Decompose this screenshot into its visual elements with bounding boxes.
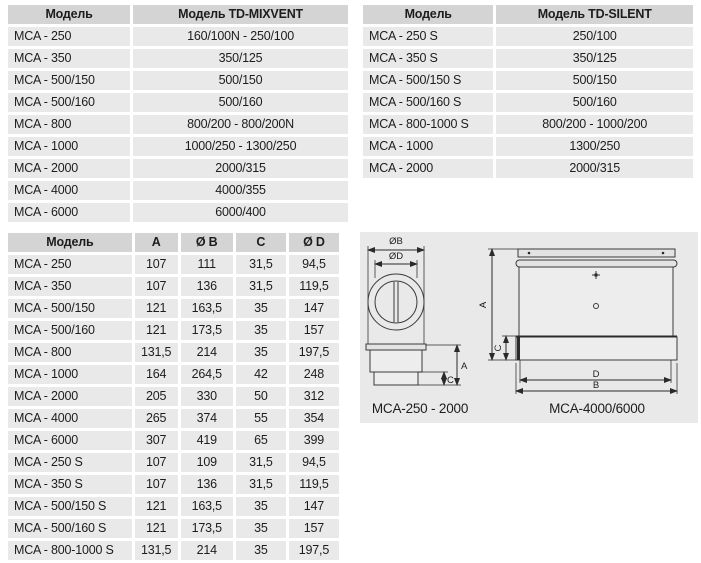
model-cell: MCA - 250 [8, 27, 130, 46]
column-header: Модель TD-MIXVENT [133, 5, 348, 24]
model-cell: MCA - 1000 [8, 137, 130, 156]
table-row [8, 27, 348, 46]
value-cell: 248 [289, 365, 339, 384]
value-cell: 136 [181, 277, 233, 296]
model-cell: MCA - 500/150 S [363, 71, 493, 90]
value-cell: 31,5 [236, 453, 286, 472]
value-cell: 312 [289, 387, 339, 406]
table-row [8, 255, 339, 274]
value-cell: 107 [135, 255, 178, 274]
value-cell: 107 [135, 475, 178, 494]
value-cell: 55 [236, 409, 286, 428]
value-cell: 265 [135, 409, 178, 428]
table-row [8, 519, 339, 538]
model-cell: MCA - 4000 [8, 181, 130, 200]
table-row [8, 431, 339, 450]
model-cell: MCA - 250 S [8, 453, 132, 472]
value-cell: 500/160 [133, 93, 348, 112]
table-row [8, 115, 348, 134]
table-row [8, 453, 339, 472]
table-row [8, 181, 348, 200]
value-cell: 35 [236, 343, 286, 362]
column-header: A [135, 233, 178, 252]
table-row [363, 93, 693, 112]
table-row [8, 541, 339, 560]
silent-model-table [360, 2, 696, 181]
table-row [8, 49, 348, 68]
table-row [363, 137, 693, 156]
table-row [8, 409, 339, 428]
header-row [8, 233, 339, 252]
value-cell: 121 [135, 519, 178, 538]
table-row [8, 475, 339, 494]
value-cell: 163,5 [181, 497, 233, 516]
diagram-mca-250-2000 [366, 236, 468, 416]
value-cell: 121 [135, 497, 178, 516]
value-cell: 399 [289, 431, 339, 450]
value-cell: 250/100 [496, 27, 693, 46]
value-cell: 350/125 [496, 49, 693, 68]
column-header: Ø B [181, 233, 233, 252]
diagram-mca-4000-6000 [478, 249, 677, 416]
value-cell: 94,5 [289, 255, 339, 274]
dimensions-table [5, 230, 342, 563]
value-cell: 35 [236, 299, 286, 318]
value-cell: 163,5 [181, 299, 233, 318]
model-cell: MCA - 6000 [8, 431, 132, 450]
value-cell: 119,5 [289, 277, 339, 296]
table-row [363, 27, 693, 46]
model-cell: MCA - 350 [8, 277, 132, 296]
table-row [8, 365, 339, 384]
right-diagram-caption: MCA-4000/6000 [549, 401, 645, 416]
column-header: Модель [363, 5, 493, 24]
model-cell: MCA - 2000 [8, 387, 132, 406]
value-cell: 35 [236, 497, 286, 516]
value-cell: 35 [236, 541, 286, 560]
box-spigot [516, 337, 677, 360]
value-cell: 121 [135, 299, 178, 318]
table-row [8, 321, 339, 340]
value-cell: 1000/250 - 1300/250 [133, 137, 348, 156]
dim-label-od: ØD [388, 251, 404, 262]
value-cell: 350/125 [133, 49, 348, 68]
dim-label-a-right: A [478, 301, 489, 309]
box-flange [518, 249, 675, 257]
model-cell: MCA - 350 [8, 49, 130, 68]
value-cell: 214 [181, 343, 233, 362]
model-cell: MCA - 500/160 S [363, 93, 493, 112]
value-cell: 119,5 [289, 475, 339, 494]
value-cell: 131,5 [135, 541, 178, 560]
value-cell: 50 [236, 387, 286, 406]
column-header: Модель [8, 233, 132, 252]
value-cell: 197,5 [289, 343, 339, 362]
model-cell: MCA - 250 [8, 255, 132, 274]
value-cell: 197,5 [289, 541, 339, 560]
model-cell: MCA - 500/160 S [8, 519, 132, 538]
profile-spigot [374, 372, 418, 385]
model-cell: MCA - 500/150 [8, 299, 132, 318]
model-cell: MCA - 6000 [8, 203, 130, 222]
value-cell: 419 [181, 431, 233, 450]
model-cell: MCA - 800-1000 S [8, 541, 132, 560]
value-cell: 147 [289, 497, 339, 516]
value-cell: 164 [135, 365, 178, 384]
value-cell: 35 [236, 321, 286, 340]
value-cell: 31,5 [236, 255, 286, 274]
value-cell: 107 [135, 453, 178, 472]
left-diagram-caption: MCA-250 - 2000 [371, 401, 469, 416]
table-row [8, 343, 339, 362]
damper-inner-circle [375, 281, 417, 323]
value-cell: 121 [135, 321, 178, 340]
column-header: Ø D [289, 233, 339, 252]
column-header: Модель TD-SILENT [496, 5, 693, 24]
value-cell: 94,5 [289, 453, 339, 472]
dim-label-c-right: C [493, 344, 504, 352]
table-row [363, 115, 693, 134]
value-cell: 31,5 [236, 475, 286, 494]
model-cell: MCA - 500/160 [8, 321, 132, 340]
mixvent-model-table [5, 2, 351, 225]
model-cell: MCA - 800 [8, 115, 130, 134]
value-cell: 4000/355 [133, 181, 348, 200]
model-cell: MCA - 500/150 S [8, 497, 132, 516]
header-row [363, 5, 693, 24]
model-cell: MCA - 4000 [8, 409, 132, 428]
value-cell: 111 [181, 255, 233, 274]
profile-flange [366, 344, 426, 350]
value-cell: 374 [181, 409, 233, 428]
diagram-panel [360, 232, 698, 423]
value-cell: 500/150 [496, 71, 693, 90]
table-row [363, 159, 693, 178]
value-cell: 157 [289, 321, 339, 340]
table-row [8, 497, 339, 516]
value-cell: 500/150 [133, 71, 348, 90]
value-cell: 157 [289, 519, 339, 538]
value-cell: 136 [181, 475, 233, 494]
value-cell: 205 [135, 387, 178, 406]
profile-body [370, 350, 422, 372]
damper-outer-circle [368, 274, 424, 330]
table-row [8, 137, 348, 156]
table-row [363, 49, 693, 68]
model-cell: MCA - 1000 [363, 137, 493, 156]
table-row [8, 71, 348, 90]
value-cell: 1300/250 [496, 137, 693, 156]
value-cell: 131,5 [135, 343, 178, 362]
dimension-diagrams [360, 232, 698, 423]
table-row [8, 159, 348, 178]
dim-label-b-right: B [592, 380, 600, 391]
table-row [8, 93, 348, 112]
model-cell: MCA - 800-1000 S [363, 115, 493, 134]
value-cell: 173,5 [181, 321, 233, 340]
value-cell: 330 [181, 387, 233, 406]
value-cell: 35 [236, 519, 286, 538]
value-cell: 31,5 [236, 277, 286, 296]
value-cell: 264,5 [181, 365, 233, 384]
value-cell: 500/160 [496, 93, 693, 112]
value-cell: 307 [135, 431, 178, 450]
value-cell: 109 [181, 453, 233, 472]
header-row [8, 5, 348, 24]
value-cell: 147 [289, 299, 339, 318]
model-cell: MCA - 1000 [8, 365, 132, 384]
model-cell: MCA - 350 S [363, 49, 493, 68]
table-row [8, 203, 348, 222]
value-cell: 214 [181, 541, 233, 560]
value-cell: 800/200 - 1000/200 [496, 115, 693, 134]
box-bead [516, 260, 677, 267]
value-cell: 107 [135, 277, 178, 296]
value-cell: 173,5 [181, 519, 233, 538]
model-cell: MCA - 250 S [363, 27, 493, 46]
table-row [8, 277, 339, 296]
dim-label-c-left: C [447, 375, 454, 386]
value-cell: 42 [236, 365, 286, 384]
dim-label-d-right: D [592, 369, 600, 380]
value-cell: 6000/400 [133, 203, 348, 222]
table-row [8, 387, 339, 406]
value-cell: 354 [289, 409, 339, 428]
model-cell: MCA - 2000 [8, 159, 130, 178]
value-cell: 65 [236, 431, 286, 450]
model-cell: MCA - 500/160 [8, 93, 130, 112]
model-cell: MCA - 500/150 [8, 71, 130, 90]
table-row [8, 299, 339, 318]
column-header: Модель [8, 5, 130, 24]
model-cell: MCA - 2000 [363, 159, 493, 178]
value-cell: 2000/315 [496, 159, 693, 178]
dim-label-ob: ØB [389, 236, 403, 247]
model-cell: MCA - 800 [8, 343, 132, 362]
dim-label-a-left: A [461, 361, 468, 372]
value-cell: 2000/315 [133, 159, 348, 178]
table-row [363, 71, 693, 90]
model-cell: MCA - 350 S [8, 475, 132, 494]
value-cell: 800/200 - 800/200N [133, 115, 348, 134]
column-header: C [236, 233, 286, 252]
value-cell: 160/100N - 250/100 [133, 27, 348, 46]
